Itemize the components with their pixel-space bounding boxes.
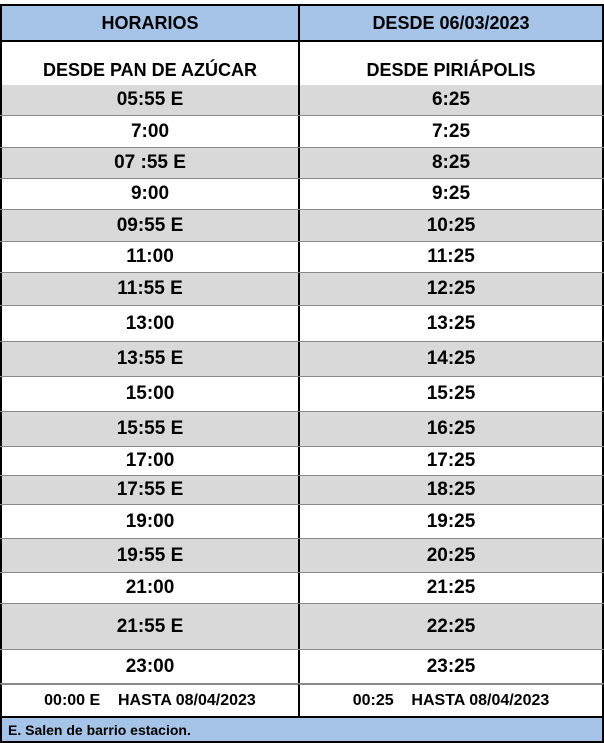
table-row — [0, 412, 604, 447]
footnote: E. Salen de barrio estacion. — [0, 716, 604, 743]
departure-pan-de-azucar: 11:00 — [0, 242, 298, 272]
table-row — [0, 116, 604, 148]
table-row — [0, 505, 604, 539]
departure-piriapolis: 8:25 — [298, 148, 604, 178]
departure-piriapolis: 18:25 — [298, 476, 604, 504]
table-row — [0, 306, 604, 342]
departure-piriapolis: 19:25 — [298, 505, 604, 538]
table-row — [0, 476, 604, 505]
departure-piriapolis: 6:25 — [298, 85, 604, 115]
footer-piri-last-text: 00:25 HASTA 08/04/2023 — [352, 691, 550, 709]
table-row — [0, 447, 604, 476]
table-row — [0, 148, 604, 179]
subheader-pan-de-azucar: DESDE PAN DE AZÚCAR — [0, 42, 298, 85]
departure-pan-de-azucar: 19:00 — [0, 505, 298, 538]
departure-piriapolis: 16:25 — [298, 412, 604, 446]
departure-piriapolis: 15:25 — [298, 377, 604, 411]
departure-pan-de-azucar: 07 :55 E — [0, 148, 298, 178]
departure-pan-de-azucar: 15:55 E — [0, 412, 298, 446]
header-row — [0, 4, 604, 42]
departure-pan-de-azucar: 17:00 — [0, 447, 298, 475]
table-row — [0, 179, 604, 210]
table-row — [0, 342, 604, 377]
header-horarios: HORARIOS — [0, 4, 298, 42]
departure-pan-de-azucar: 19:55 E — [0, 539, 298, 572]
footer-pan-last — [0, 684, 298, 716]
departure-pan-de-azucar: 05:55 E — [0, 85, 298, 115]
departure-piriapolis: 12:25 — [298, 273, 604, 305]
departure-pan-de-azucar: 13:55 E — [0, 342, 298, 376]
departure-piriapolis: 20:25 — [298, 539, 604, 572]
departure-piriapolis: 9:25 — [298, 179, 604, 209]
departure-pan-de-azucar: 21:55 E — [0, 604, 298, 649]
departure-pan-de-azucar: 7:00 — [0, 116, 298, 147]
table-row — [0, 210, 604, 242]
table-row — [0, 573, 604, 604]
departure-pan-de-azucar: 21:00 — [0, 573, 298, 603]
footer-piri-last — [298, 684, 604, 716]
table-row — [0, 242, 604, 273]
departure-pan-de-azucar: 9:00 — [0, 179, 298, 209]
footer-pan-last-text: 00:00 E HASTA 08/04/2023 — [44, 691, 256, 709]
departure-piriapolis: 10:25 — [298, 210, 604, 241]
subheader-piriapolis: DESDE PIRIÁPOLIS — [298, 42, 604, 85]
departure-pan-de-azucar: 15:00 — [0, 377, 298, 411]
departure-piriapolis: 22:25 — [298, 604, 604, 649]
table-row — [0, 85, 604, 116]
header-desde-date: DESDE 06/03/2023 — [298, 4, 604, 42]
table-row — [0, 604, 604, 650]
departure-pan-de-azucar: 23:00 — [0, 650, 298, 683]
departure-piriapolis: 13:25 — [298, 306, 604, 341]
departure-pan-de-azucar: 11:55 E — [0, 273, 298, 305]
departure-piriapolis: 7:25 — [298, 116, 604, 147]
departure-piriapolis: 23:25 — [298, 650, 604, 683]
subheader-row — [0, 42, 604, 85]
table-row — [0, 539, 604, 573]
departure-piriapolis: 17:25 — [298, 447, 604, 475]
departure-piriapolis: 14:25 — [298, 342, 604, 376]
departure-piriapolis: 21:25 — [298, 573, 604, 603]
table-row — [0, 377, 604, 412]
departure-pan-de-azucar: 09:55 E — [0, 210, 298, 241]
departure-pan-de-azucar: 17:55 E — [0, 476, 298, 504]
table-row — [0, 273, 604, 306]
departure-piriapolis: 11:25 — [298, 242, 604, 272]
departure-pan-de-azucar: 13:00 — [0, 306, 298, 341]
table-row — [0, 650, 604, 684]
footer-row — [0, 684, 604, 716]
